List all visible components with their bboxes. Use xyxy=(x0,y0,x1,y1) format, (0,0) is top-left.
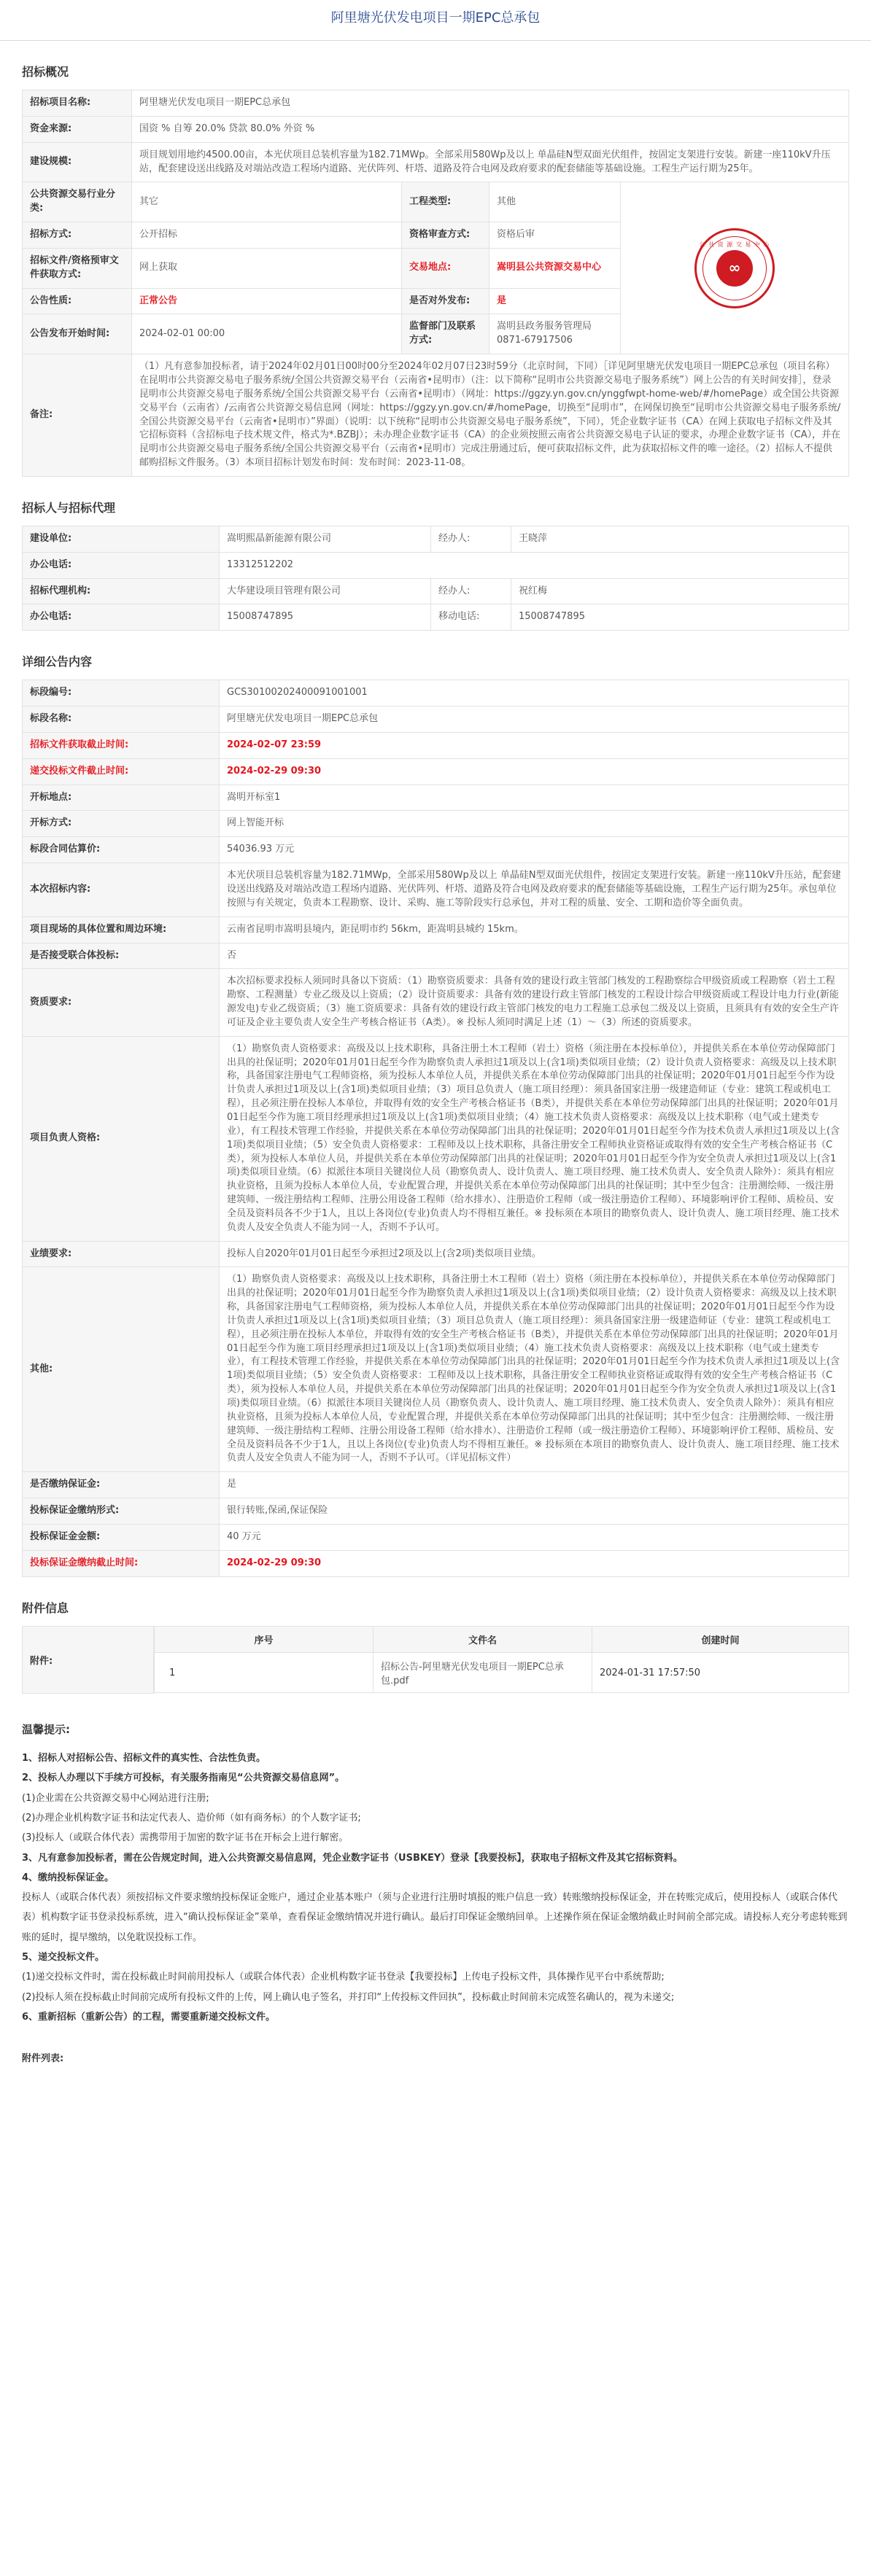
seal-cell xyxy=(621,182,849,354)
joint-value: 否 xyxy=(220,943,849,969)
phone-value: 13312512202 xyxy=(220,552,849,578)
header-no: 序号 xyxy=(155,1627,373,1653)
deposit-amount-value: 40 万元 xyxy=(220,1524,849,1550)
open-place-value: 嵩明开标室1 xyxy=(220,785,849,811)
est-price-value: 54036.93 万元 xyxy=(220,837,849,863)
tip-line-1: 1、招标人对招标公告、招标文件的真实性、合法性负责。 xyxy=(22,1753,266,1764)
tip-line-4: (2)办理企业机构数字证书和法定代表人、造价师（如有商务标）的个人数字证书; xyxy=(22,1812,361,1824)
section-title-attachments: 附件信息 xyxy=(22,1600,69,1615)
seal-text: 公 共 资 源 交 易 中 心 xyxy=(699,241,770,248)
notice-nature-value: 正常公告 xyxy=(132,288,402,314)
tip-line-5: (3)投标人（或联合体代表）需携带用于加密的数字证书在开标会上进行解密。 xyxy=(22,1832,349,1844)
agency-contact-label: 经办人: xyxy=(431,578,511,604)
section-title-detail: 详细公告内容 xyxy=(22,655,93,669)
attachment-no: 1 xyxy=(155,1653,373,1693)
perf-label: 业绩要求: xyxy=(23,1241,220,1267)
platform-label: 公共资源交易行业分类: xyxy=(23,182,132,222)
bid-deadline-label: 递交投标文件截止时间: xyxy=(23,758,220,785)
venue-label: 交易地点: xyxy=(402,248,489,288)
detail-table xyxy=(22,680,849,1576)
code-label: 标段编号: xyxy=(23,680,220,707)
seal-logo-icon: ∞ xyxy=(716,250,753,287)
tips-title: 温馨提示: xyxy=(22,1722,70,1736)
notice-nature-label: 公告性质: xyxy=(23,288,132,314)
open-place-label: 开标地点: xyxy=(23,785,220,811)
open-method-value: 网上智能开标 xyxy=(220,811,849,837)
other-label: 其他: xyxy=(23,1267,220,1472)
tip-line-3: (1)企业需在公共资源交易中心网站进行注册; xyxy=(22,1792,209,1804)
method-label: 招标方式: xyxy=(23,222,132,249)
project-type-value: 其他 xyxy=(489,182,621,222)
bid-deadline-value: 2024-02-29 09:30 xyxy=(220,758,849,785)
joint-label: 是否接受联合体投标: xyxy=(23,943,220,969)
deposit-label: 是否缴纳保证金: xyxy=(23,1472,220,1498)
qual-value: 本次招标要求投标人须同时具备以下资质：（1）勘察资质要求：具备有效的建设行政主管部门核发的工程勘察综合甲级资质或工程勘察（岩土工程勘察、工程测量）专业乙级及以上资质；（2）设计资质要求：具备有效的建设行政主管部门核发的工程设计综合甲级资质或工程设计电力行业(新能源发电)专业乙级资质；（3）施工资质要求：具备有效的建设行政主管部门核发的电力工程施工总承包二级及以上资质，且须具有有效的安全生产许可证及企业主要负责人安全生产考核合格证书（A类）。※ 投标人须同时满足上述（1）～（3）所述的资质要求。 xyxy=(220,969,849,1036)
header-file: 文件名 xyxy=(373,1627,592,1653)
tip-line-7: 4、缴纳投标保证金。 xyxy=(22,1872,115,1883)
publish-flag-value: 是 xyxy=(489,288,621,314)
scale-label: 建设规模: xyxy=(23,142,132,182)
tenderer-value: 嵩明熙晶新能源有限公司 xyxy=(220,526,431,552)
attachment-row xyxy=(155,1653,849,1693)
funding-label: 资金来源: xyxy=(23,116,132,142)
content-label: 本次招标内容: xyxy=(23,863,220,917)
contact-label: 经办人: xyxy=(431,526,511,552)
attachments-list xyxy=(154,1626,849,1693)
page-title: 阿里塘光伏发电项目一期EPC总承包 xyxy=(0,0,871,41)
funding-value: 国资 % 自筹 20.0% 贷款 80.0% 外资 % xyxy=(132,116,849,142)
mobile-value: 15008747895 xyxy=(511,604,849,631)
content-value: 本光伏项目总装机容量为182.71MWp，全部采用580Wp及以上 单晶硅N型双面光伏组件，按固定支架进行安装。新建一座110kV升压站，配套建设送出线路及对端站改造工程场内道路、光伏阵列、杆塔、道路及符合电网及政府要求的配套储能等基础设施，工程生产运行期为25年。承包单位按照与有关规定，负责本工程勘察、设计、采购、施工等阶段实行总承包，并对工程的质量、安全、工期和造价等全面负责。 xyxy=(220,863,849,917)
agency-contact-value: 祝红梅 xyxy=(511,578,849,604)
publish-time-value: 2024-02-01 00:00 xyxy=(132,314,402,354)
section-title-overview: 招标概况 xyxy=(22,65,69,79)
pm-value: （1）勘察负责人资格要求：高级及以上技术职称，具备注册土木工程师（岩土）资格（须注册在本投标单位），并提供关系在本单位劳动保障部门出具的社保证明；2020年01月01日起至今作为勘察负责人承担过1项及以上(含1项)类似项目业绩；（2）设计负责人资格要求：高级及以上技术职称，具备国家注册电气工程师资格，须为投标人本单位人员，并提供关系在本单位劳动保障部门出具的社保证明；2020年01月01日起至今作为设计负责人承担过1项及以上(含1项)类似项目业绩；（3）项目总负责人（施工项目经理）：须具备国家注册一级建造师证（专业：建筑工程或机电工程），且必须注册在投标人本单位，并取得有效的安全生产考核合格证书（B类），并提供关系在本单位劳动保障部门出具的社保证明；2020年01月01日起至今作为施工项目经理承担过1项及以上(含1项)类似项目业绩；（4）施工技术负责人资格要求：高级及以上技术职称（电气或土建类专业），有工程技术管理工作经验，并提供关系在本单位劳动保障部门出具的社保证明；2020年01月01日起至今作为技术负责人承担过1项及以上(含1项)类似项目业绩；（5）安全负责人资格要求：工程师及以上技术职称，具备注册安全工程师执业资格证或取得有效的安全生产考核合格证书（C类），须为投标人本单位人员，并提供关系在本单位劳动保障部门出具的社保证明；2020年01月01日起至今作为安全负责人承担过1项及以上(含1项)类似项目业绩。（6）拟派往本项目关键岗位人员（勘察负责人、设计负责人、施工项目经理、施工技术负责人、安全负责人除外）：须具有相应执业资格，且须为投标人本单位人员，专业配置合理，并提供关系在本单位劳动保障部门出具的社保证明；其中至少包含：注册测绘师、一级注册建筑师、一级注册结构工程师、注册公用设备工程师（给水排水）、注册造价工程师（或一级注册造价工程师）、环境影响评价工程师、质检员、安全员及资料员各不少于1人，且以上各岗位(专业)负责人均不得相互兼任。※ 投标须在本项目的勘察负责人、设计负责人、施工项目经理、施工技术负责人及安全负责人不能为同一人，否则不予认可。 xyxy=(220,1036,849,1241)
doc-method-label: 招标文件/资格预审文件获取方式: xyxy=(23,248,132,288)
attachments-table xyxy=(22,1626,849,1694)
agency-phone-label: 办公电话: xyxy=(23,604,220,631)
perf-value: 投标人自2020年01月01日起至今承担过2项及以上(含2项)类似项目业绩。 xyxy=(220,1241,849,1267)
header-time: 创建时间 xyxy=(592,1627,849,1653)
code-value: GCS30100202400091001001 xyxy=(220,680,849,707)
deposit-deadline-value: 2024-02-29 09:30 xyxy=(220,1550,849,1576)
doc-deadline-label: 招标文件获取截止时间: xyxy=(23,732,220,758)
name-value: 阿里塘光伏发电项目一期EPC总承包 xyxy=(220,707,849,733)
deposit-form-value: 银行转账,保函,保证保险 xyxy=(220,1498,849,1525)
publish-flag-label: 是否对外发布: xyxy=(402,288,489,314)
phone-label: 办公电话: xyxy=(23,552,220,578)
qual-label: 资质要求: xyxy=(23,969,220,1036)
supervisor-value: 嵩明县政务服务管理局 0871-67917506 xyxy=(489,314,621,354)
overview-table xyxy=(22,90,849,477)
deposit-deadline-label: 投标保证金缴纳截止时间: xyxy=(23,1550,220,1576)
project-name-label: 招标项目名称: xyxy=(23,90,132,117)
attachment-list-label: 附件列表: xyxy=(22,2053,64,2065)
agency-label: 招标代理机构: xyxy=(23,578,220,604)
agency-phone-value: 15008747895 xyxy=(220,604,431,631)
supervisor-label: 监督部门及联系方式: xyxy=(402,314,489,354)
tip-line-12: 6、重新招标（重新公告）的工程，需要重新递交投标文件。 xyxy=(22,2011,276,2023)
pm-label: 项目负责人资格: xyxy=(23,1036,220,1241)
project-name-value: 阿里塘光伏发电项目一期EPC总承包 xyxy=(132,90,849,117)
attachments-label: 附件: xyxy=(23,1626,154,1693)
official-seal xyxy=(694,228,775,308)
tip-line-9: 5、递交投标文件。 xyxy=(22,1952,105,1964)
review-value: 资格后审 xyxy=(489,222,621,249)
note-value: （1）凡有意参加投标者，请于2024年02月01日00时00分至2024年02月07日23时59分（北京时间，下同）［详见阿里塘光伏发电项目一期EPC总承包（项目名称）在昆明市公共资源交易电子服务系统/全国公共资源交易平台（云南省•昆明市）（注：以下简称“昆明市公共资源交易电子服务系统”）网上公告的有关时间安排］，登录 昆明市公共资源交易电子服务系统/全国公共资源交易平台（云南省•昆明市）（网址：https://ggzy.yn.gov.cn/ynggfwpt-home-web/#/homePage）或全国公共资源交易平台（云南省）/云南省公共资源交易信息网（网址：https://ggzy.yn.gov.cn/#/homePage，切换至“昆明市”，在网保切换至“昆明市公共资源交易电子服务系统/全国公共资源交易平台（云南省•昆明市）”界面）（说明：以下统称“昆明市公共资源交易电子服务系统”，下同），凭企业数字证书（CA）在网上获取电子招标文件及其它招标资料（含招标电子技术规文件，格式为*.BZBJ）；未办理企业数字证书（CA）的企业须按照云南省公共资源交易电子认证的要求，办理企业数字证书（CA），并在 昆明市公共资源交易电子服务系统/全国公共资源交易平台（云南省•昆明市）完成注册通过后，便可获取招标文件，此为获取招标文件的唯一途径。（2）招标人不提供邮购招标文件服务。（3）本项目招标计划发布时间：发布时间：2023-11-08。 xyxy=(132,354,849,477)
tip-line-2: 2、投标人办理以下手续方可投标，有关服务指南见“公共资源交易信息网”。 xyxy=(22,1773,345,1784)
tenderer-label: 建设单位: xyxy=(23,526,220,552)
doc-deadline-value: 2024-02-07 23:59 xyxy=(220,732,849,758)
mobile-label: 移动电话: xyxy=(431,604,511,631)
attachment-file-link[interactable]: 招标公告-阿里塘光伏发电项目一期EPC总承包.pdf xyxy=(373,1653,592,1693)
attachment-time: 2024-01-31 17:57:50 xyxy=(592,1653,849,1693)
attachments-header-row xyxy=(155,1627,849,1653)
deposit-form-label: 投标保证金缴纳形式: xyxy=(23,1498,220,1525)
scale-value: 项目规划用地约4500.00亩，本光伏项目总装机容量为182.71MWp。全部采用580Wp及以上 单晶硅N型双面光伏组件，按固定支架进行安装。新建一座110kV升压站，配套建设送出线路及对端站改造工程场内道路、光伏阵列、杆塔、道路及符合电网及政府要求的配套储能等基础设施。工程生产运行期为25年。 xyxy=(132,142,849,182)
review-label: 资格审查方式: xyxy=(402,222,489,249)
tip-line-8: 投标人（或联合体代表）须按招标文件要求缴纳投标保证金账户，通过企业基本账户（须与企业进行注册时填报的账户信息一致）转账缴纳投标保证金，并在转账完成后，使用投标人（或联合体代表）机构数字证书登录投标系统，进入“确认投标保证金”菜单，查看保证金缴纳情况并进行确认。最后打印保证金缴纳回单。上述操作须在保证金缴纳截止时间前全部完成。请投标人充分考虑转账到账的延时，提早缴纳，以免耽误投标工作。 xyxy=(22,1892,848,1943)
tip-line-10: (1)递交投标文件时，需在投标截止时间前用投标人（或联合体代表）企业机构数字证书登录【我要投标】上传电子投标文件，具体操作见平台中系统帮助; xyxy=(22,1972,665,1983)
note-label: 备注: xyxy=(23,354,132,477)
method-value: 公开招标 xyxy=(132,222,402,249)
tip-line-11: (2)投标人须在投标截止时间前完成所有投标文件的上传，网上确认电子签名，并打印“上传投标文件回执”，投标截止时间前未完成签名确认的，视为未递交; xyxy=(22,1991,675,2003)
tips-block xyxy=(22,1694,849,2069)
deposit-value: 是 xyxy=(220,1472,849,1498)
location-label: 项目现场的具体位置和周边环境: xyxy=(23,917,220,943)
doc-method-value: 网上获取 xyxy=(132,248,402,288)
deposit-amount-label: 投标保证金金额: xyxy=(23,1524,220,1550)
tip-line-6: 3、凡有意参加投标者，需在公告规定时间，进入公共资源交易信息网，凭企业数字证书（USBKEY）登录【我要投标】，获取电子招标文件及其它招标资料。 xyxy=(22,1852,683,1864)
venue-value: 嵩明县公共资源交易中心 xyxy=(489,248,621,288)
name-label: 标段名称: xyxy=(23,707,220,733)
project-type-label: 工程类型: xyxy=(402,182,489,222)
contact-value: 王晓萍 xyxy=(511,526,849,552)
location-value: 云南省昆明市嵩明县境内，距昆明市约 56km，距嵩明县城约 15km。 xyxy=(220,917,849,943)
agency-value: 大华建设项目管理有限公司 xyxy=(220,578,431,604)
open-method-label: 开标方式: xyxy=(23,811,220,837)
agent-table xyxy=(22,526,849,631)
platform-value: 其它 xyxy=(132,182,402,222)
section-title-agent: 招标人与招标代理 xyxy=(22,500,116,515)
publish-time-label: 公告发布开始时间: xyxy=(23,314,132,354)
other-value: （1）勘察负责人资格要求：高级及以上技术职称，具备注册土木工程师（岩土）资格（须注册在本投标单位），并提供关系在本单位劳动保障部门出具的社保证明；2020年01月01日起至今作为勘察负责人承担过1项及以上(含1项)类似项目业绩；（2）设计负责人资格要求：高级及以上技术职称，具备国家注册电气工程师资格，须为投标人本单位人员，并提供关系在本单位劳动保障部门出具的社保证明；2020年01月01日起至今作为设计负责人承担过1项及以上(含1项)类似项目业绩；（3）项目总负责人（施工项目经理）：须具备国家注册一级建造师证（专业：建筑工程或机电工程），且必须注册在投标人本单位，并取得有效的安全生产考核合格证书（B类），并提供关系在本单位劳动保障部门出具的社保证明；2020年01月01日起至今作为施工项目经理承担过1项及以上(含1项)类似项目业绩；（4）施工技术负责人资格要求：高级及以上技术职称（电气或土建类专业），有工程技术管理工作经验，并提供关系在本单位劳动保障部门出具的社保证明；2020年01月01日起至今作为技术负责人承担过1项及以上(含1项)类似项目业绩；（5）安全负责人资格要求：工程师及以上技术职称，具备注册安全工程师执业资格证或取得有效的安全生产考核合格证书（C类），须为投标人本单位人员，并提供关系在本单位劳动保障部门出具的社保证明；2020年01月01日起至今作为安全负责人承担过1项及以上(含1项)类似项目业绩。（6）拟派往本项目关键岗位人员（勘察负责人、设计负责人、施工项目经理、施工技术负责人、安全负责人除外）：须具有相应执业资格，且须为投标人本单位人员，专业配置合理，并提供关系在本单位劳动保障部门出具的社保证明；其中至少包含：注册测绘师、一级注册建筑师、一级注册结构工程师、注册公用设备工程师（给水排水）、注册造价工程师（或一级注册造价工程师）、环境影响评价工程师、质检员、安全员及资料员各不少于1人，且以上各岗位(专业)负责人均不得相互兼任。※ 投标须在本项目的勘察负责人、设计负责人、施工项目经理、施工技术负责人及安全负责人不能为同一人，否则不予认可。（详见招标文件） xyxy=(220,1267,849,1472)
est-price-label: 标段合同估算价: xyxy=(23,837,220,863)
